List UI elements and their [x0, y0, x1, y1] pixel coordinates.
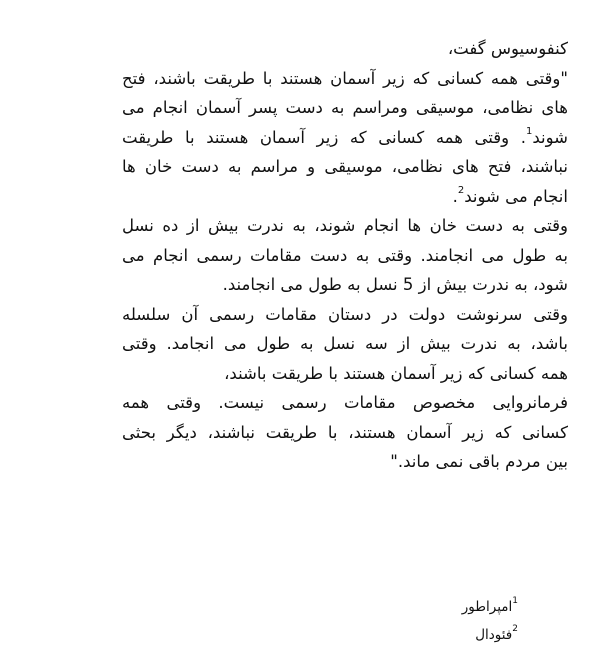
passage-line: نباشند، فتح های نظامی، موسیقی و مراسم به دست خان ها [122, 157, 568, 176]
passage-line: فرمانروایی مخصوص مقامات رسمی نیست. وقتی همه [122, 393, 568, 412]
passage-line: باشد، به ندرت بیش از سه نسل به طول می انجامد. وقتی [122, 334, 568, 353]
footnote-ref: 2 [457, 185, 465, 196]
passage-line: بین مردم باقی نمی ماند." [390, 452, 568, 471]
footnote-1: $^1$امپراطور [461, 595, 518, 615]
passage-line: شود، به ندرت بیش از 5 نسل به طول می انجامند. [222, 275, 568, 294]
passage-line: انجام می شوند$^2$. [452, 185, 568, 206]
passage-line: های نظامی، موسیقی ومراسم به دست پسر آسمان انجام می [122, 98, 568, 117]
passage [122, 34, 568, 477]
passage-line: به طول می انجامند. وقتی به دست مقامات رسمی انجام می [122, 245, 568, 265]
passage-line: همه کسانی که زیر آسمان هستند با طریقت باشند، [224, 363, 568, 383]
passage-line: وقتی به دست خان ها انجام شوند، به ندرت بیش از ده نسل [122, 216, 568, 235]
passage-line: شوند$^1$. وقتی همه کسانی که زیر آسمان هستند با طریقت [122, 126, 568, 147]
passage-line: کسانی که زیر آسمان هستند، با طریقت نباشند، دیگر بحثی [122, 422, 568, 442]
passage-line: کنفوسیوس گفت، [447, 39, 568, 58]
footnotes [300, 593, 518, 649]
footnote-2: $^2$فئودال [475, 623, 518, 643]
passage-line: "وقتی همه کسانی که زیر آسمان هستند با طریقت باشند، فتح [122, 68, 568, 88]
footnote-ref: 1 [526, 126, 533, 137]
passage-line: وقتی سرنوشت دولت در دستان مقامات رسمی آن سلسله [122, 304, 568, 324]
